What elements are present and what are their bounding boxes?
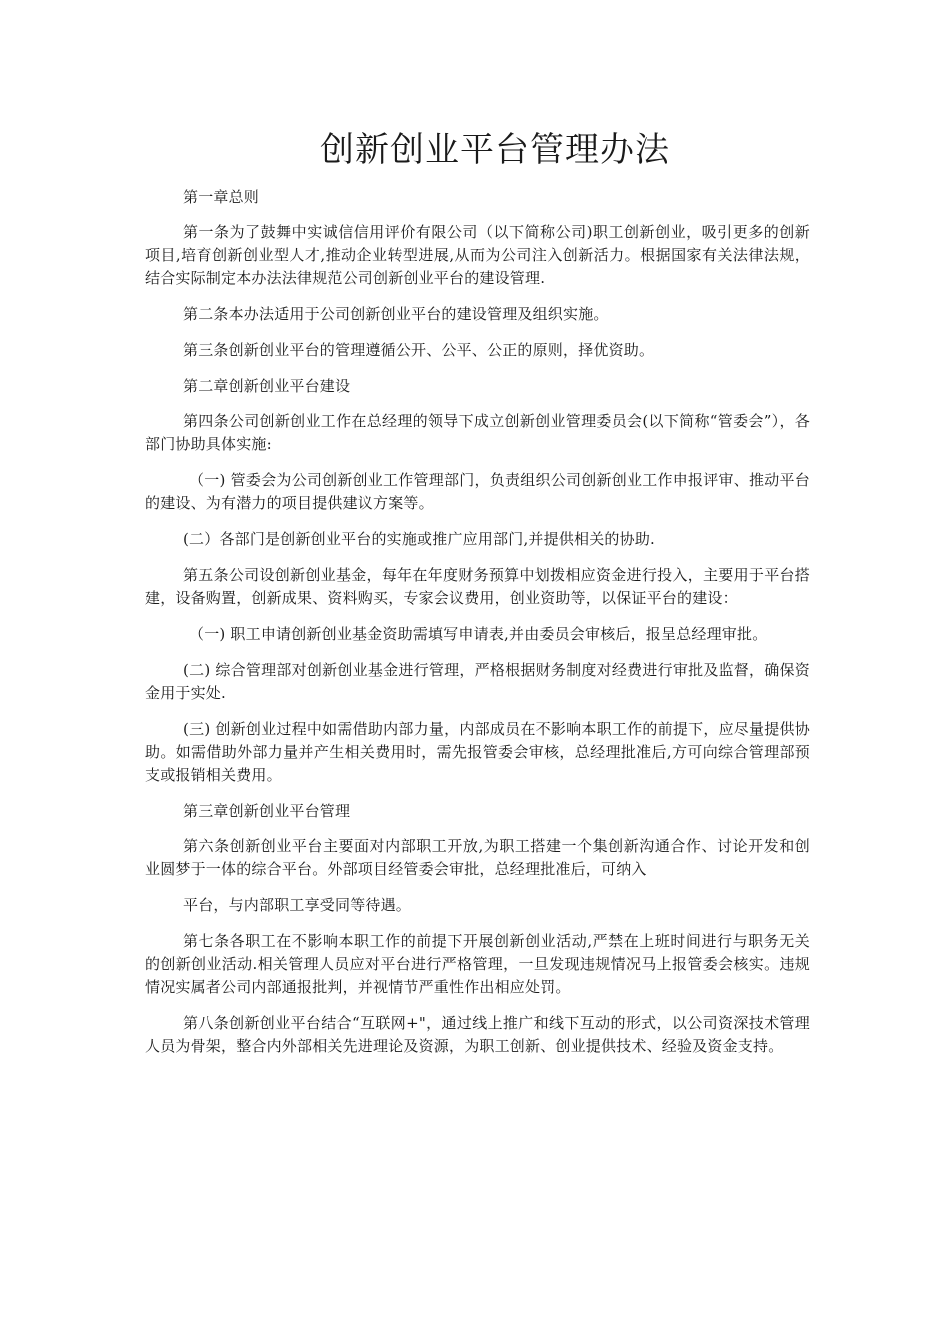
- document-title: 创新创业平台管理办法: [320, 130, 670, 170]
- chapter-heading-2: 第二章创新创业平台建设: [183, 377, 351, 395]
- chapter-heading-1: 第一章总则: [183, 188, 260, 206]
- article-6-continuation: 平台，与内部职工享受同等待遇。: [183, 896, 412, 914]
- article-1: 第一条为了鼓舞中实诚信信用评价有限公司（以下简称公司)职工创新创业，吸引更多的创新项目,培育创新创业型人才,推动企业转型进展,从而为公司注入创新活力。根据国家有关法律法规，结合实际制定本办法法律规范公司创新创业平台的建设管理.: [145, 223, 810, 287]
- article-5-item-3: (三) 创新创业过程中如需借助内部力量，内部成员在不影响本职工作的前提下，应尽量提供协助。如需借助外部力量并产生相关费用时，需先报管委会审核，总经理批准后,方可向综合管理部预支或报销相关费用。: [145, 720, 810, 784]
- article-5-item-2: (二) 综合管理部对创新创业基金进行管理，严格根据财务制度对经费进行审批及监督，确保资金用于实处.: [145, 661, 810, 702]
- article-5-item-1: （一) 职工申请创新创业基金资助需填写申请表,并由委员会审核后，报呈总经理审批。: [189, 625, 768, 643]
- document-body: [145, 186, 810, 1071]
- article-7: 第七条各职工在不影响本职工作的前提下开展创新创业活动,严禁在上班时间进行与职务无关的创新创业活动.相关管理人员应对平台进行严格管理，一旦发现违规情况马上报管委会核实。违规情况实属者公司内部通报批判，并视情节严重性作出相应处罚。: [145, 932, 810, 996]
- article-3: 第三条创新创业平台的管理遵循公开、公平、公正的原则，择优资助。: [183, 341, 655, 359]
- article-6: 第六条创新创业平台主要面对内部职工开放,为职工搭建一个集创新沟通合作、讨论开发和创业圆梦于一体的综合平台。外部项目经管委会审批，总经理批准后，可纳入: [145, 837, 810, 878]
- article-4-item-1: （一) 管委会为公司创新创业工作管理部门，负责组织公司创新创业工作申报评审、推动平台的建设、为有潜力的项目提供建议方案等。: [145, 471, 810, 512]
- article-4-item-2: (二）各部门是创新创业平台的实施或推广应用部门,并提供相关的协助.: [183, 530, 655, 548]
- article-5: 第五条公司设创新创业基金，每年在年度财务预算中划拨相应资金进行投入，主要用于平台搭建，设备购置，创新成果、资料购买，专家会议费用，创业资助等，以保证平台的建设：: [145, 566, 810, 607]
- article-8: 第八条创新创业平台结合“互联网+"，通过线上推广和线下互动的形式，以公司资深技术管理人员为骨架，整合内外部相关先进理论及资源，为职工创新、创业提供技术、经验及资金支持。: [145, 1014, 810, 1055]
- chapter-heading-3: 第三章创新创业平台管理: [183, 802, 351, 820]
- article-4: 第四条公司创新创业工作在总经理的领导下成立创新创业管理委员会(以下简称“管委会”），各部门协助具体实施:: [145, 412, 810, 453]
- article-2: 第二条本办法适用于公司创新创业平台的建设管理及组织实施。: [183, 305, 609, 323]
